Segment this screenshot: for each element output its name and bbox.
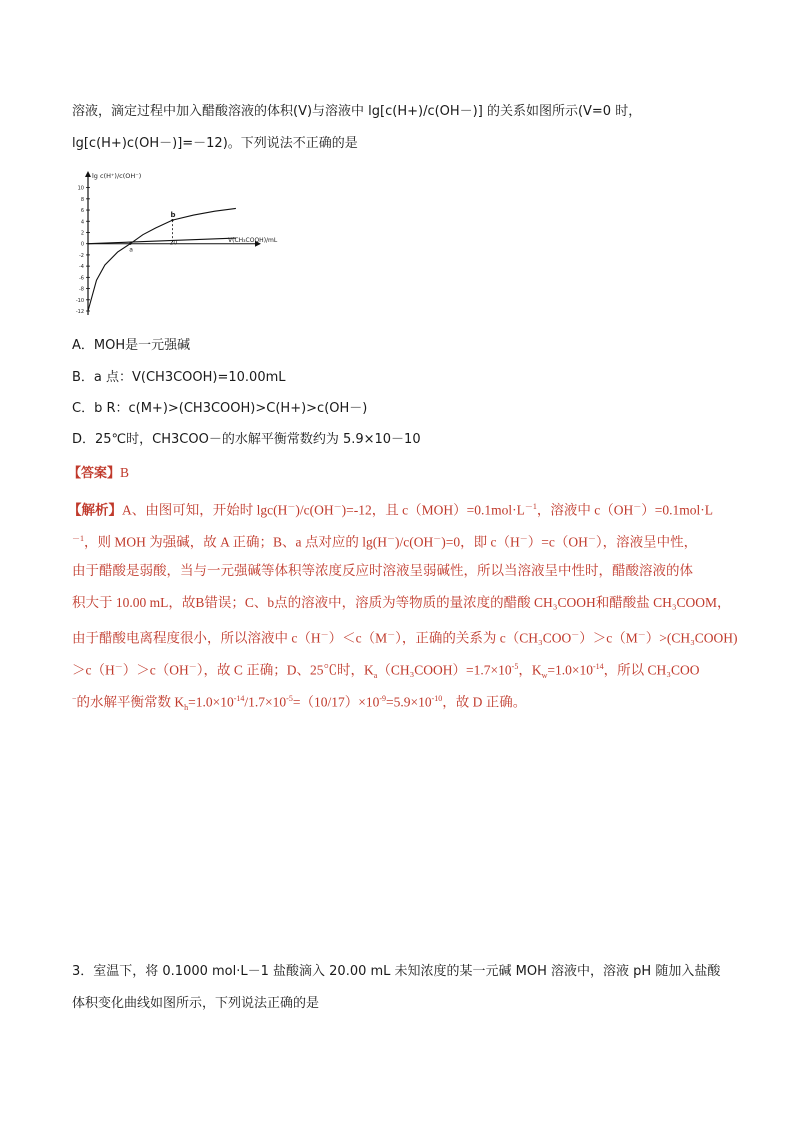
analysis-line-2: $^{-1}$，则 MOH 为强碱，故 A 正确；B、a 点对应的 lg(H－)/c(OH－)=0，即 c（H－）=c（OH－），溶液呈中性， (72, 534, 698, 550)
question-line-2: lg[c(H+)c(OH－)]=－12)。下列说法不正确的是 (72, 136, 358, 151)
point-label-a: a (129, 246, 133, 254)
question3-line-1: 3．室温下，将 0.1000 mol·L－1 盐酸滴入 20.00 mL 未知浓度的某一元碱 MOH 溶液中，溶液 pH 随加入盐酸 (72, 964, 721, 979)
option-c: C．b R：c(M+)>(CH3COOH)>C(H+)>c(OH－) (72, 401, 368, 416)
chart-series (88, 208, 236, 311)
option-d: D．25℃时，CH3COO－的水解平衡常数约为 5.9×10－10 (72, 432, 421, 447)
y-tick-label: -6 (79, 275, 84, 282)
y-tick-label: 4 (80, 219, 84, 226)
y-tick-label: -12 (75, 309, 84, 315)
x-tick-label-20: 20 (169, 239, 178, 247)
y-tick-label: -4 (79, 264, 84, 271)
answer-value: B (120, 465, 130, 480)
y-tick-label: 6 (80, 208, 84, 215)
y-tick-label: -2 (79, 252, 84, 259)
y-tick-label: 10 (77, 185, 84, 192)
series-baseline (88, 238, 236, 244)
series-curve (88, 208, 236, 311)
titration-chart (72, 168, 278, 323)
question-line-1: 溶液，滴定过程中加入醋酸溶液的体积(V)与溶液中 lg[c(H+)/c(OH－)] 的关系如图所示(V=0 时， (72, 104, 642, 119)
x-axis-label: V(CH₃COOH)/mL (228, 237, 278, 244)
y-tick-label: 2 (80, 230, 84, 237)
point-label-b: b (170, 211, 176, 220)
y-tick-label: -8 (79, 286, 84, 293)
analysis-line-1: 【解析】A、由图可知，开始时 lgc(H－)/c(OH－)=-12，且 $c(MOH)=0.1mol\cdot L^{-1}$，溶液中 c（OH－）=0.1mol·L (68, 502, 713, 518)
analysis-line-3: 由于醋酸是弱酸，当与一元强碱等体积等浓度反应时溶液呈弱碱性，所以当溶液呈中性时，醋酸溶液的体 (72, 563, 693, 578)
y-axis-arrow (85, 171, 91, 177)
point-a (129, 242, 131, 244)
analysis-line-6: ＞c（H－）＞c（OH－），故 C 正确；D、25℃时，$K_a(CH_3COOH)=1.7\times 10^{-5}$，$K_w=1.0\times 10^{-14}$，所以 CH₃COO (72, 662, 700, 681)
analysis-line-7: −的水解平衡常数 $K_h=1.0\times 10^{-14}/1.7\times 10^{-5}=(10/17)\times 10^{-9}=5.9\times 10^{-10}$，故 D 正确。 (72, 694, 527, 713)
y-tick-label: 0 (80, 241, 84, 248)
y-tick-label: 8 (80, 196, 84, 203)
analysis-line-5: 由于醋酸电离程度很小，所以溶液中 c（H－）＜c（M－），正确的关系为 c（CH₃COO－）＞c（M－）>(CH₃COOH) (72, 630, 738, 646)
option-a: A．MOH是一元强碱 (72, 338, 191, 353)
analysis-line-4: 积大于 10.00 mL，故B错误；C、b点的溶液中，溶质为等物质的量浓度的醋酸 CH₃COOH和醋酸盐 CH₃COOM， (72, 595, 731, 610)
answer-tag: 【答案】 (68, 466, 121, 481)
y-tick-label: -10 (75, 297, 84, 304)
y-axis-label: lg c(H⁺)/c(OH⁻) (92, 172, 142, 180)
point-b (171, 219, 173, 221)
option-b: B．a 点：V(CH3COOH)=10.00mL (72, 370, 286, 385)
analysis-tag: 【解析】 (68, 502, 122, 518)
answer (68, 465, 129, 482)
question3-line-2: 体积变化曲线如图所示，下列说法正确的是 (72, 996, 320, 1011)
